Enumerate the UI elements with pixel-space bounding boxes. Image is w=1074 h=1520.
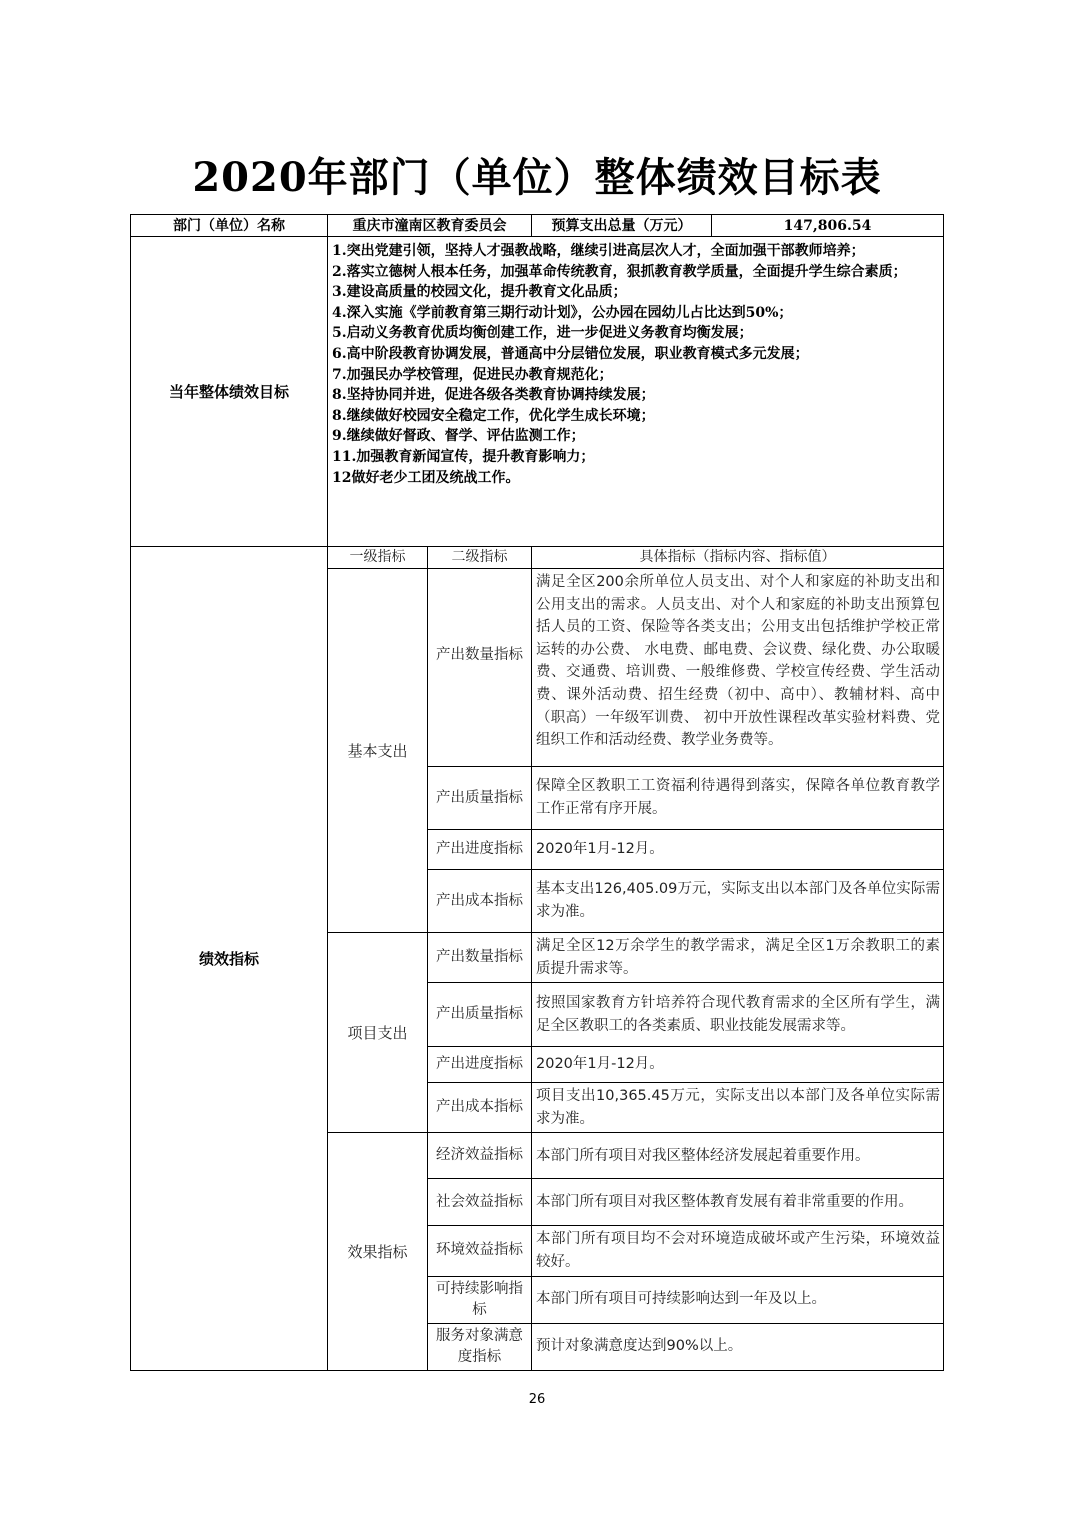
goal-item: 2.落实立德树人根本任务，加强革命传统教育，狠抓教育教学质量，全面提升学生综合素质； <box>332 263 907 280</box>
level1-project-expenditure: 项目支出 <box>328 933 428 1133</box>
level1-effect-indicators: 效果指标 <box>328 1133 428 1370</box>
spec-cell: 保障全区教职工工资福利待遇得到落实，保障各单位教育教学工作正常有序开展。 <box>532 767 944 830</box>
dept-name-value: 重庆市潼南区教育委员会 <box>328 215 532 237</box>
level1-basic-expenditure: 基本支出 <box>328 569 428 933</box>
budget-total-value: 147,806.54 <box>712 215 944 237</box>
annual-goals-label: 当年整体绩效目标 <box>131 237 328 547</box>
level2-cell: 社会效益指标 <box>428 1179 532 1226</box>
goal-item: 8.坚持协同并进，促进各级各类教育协调持续发展； <box>332 387 655 404</box>
level2-cell: 产出数量指标 <box>428 569 532 767</box>
page-number: 26 <box>528 1392 546 1407</box>
performance-target-table <box>130 214 944 1371</box>
level2-cell: 产出质量指标 <box>428 767 532 830</box>
level1-column-header: 一级指标 <box>328 547 428 569</box>
goal-item: 12做好老少工团及统战工作。 <box>332 469 520 486</box>
performance-indicators-label: 绩效指标 <box>131 547 328 1371</box>
spec-cell: 本部门所有项目对我区整体教育发展有着非常重要的作用。 <box>532 1179 944 1226</box>
spec-cell: 满足全区12万余学生的教学需求，满足全区1万余教职工的素质提升需求等。 <box>532 933 944 983</box>
level2-column-header: 二级指标 <box>428 547 532 569</box>
level2-cell: 产出成本指标 <box>428 1083 532 1133</box>
level2-cell: 产出质量指标 <box>428 983 532 1047</box>
goal-item: 1.突出党建引领，坚持人才强教战略，继续引进高层次人才，全面加强干部教师培养； <box>332 243 865 259</box>
spec-cell: 2020年1月-12月。 <box>532 830 944 870</box>
budget-total-label: 预算支出总量（万元） <box>532 215 712 237</box>
goals-row <box>131 237 944 547</box>
spec-cell: 2020年1月-12月。 <box>532 1047 944 1083</box>
level2-cell: 环境效益指标 <box>428 1226 532 1276</box>
goal-item: 11.加强教育新闻宣传，提升教育影响力； <box>332 448 595 465</box>
page-title: 2020年部门（单位）整体绩效目标表 <box>192 154 882 201</box>
goal-item: 3.建设高质量的校园文化，提升教育文化品质； <box>332 284 627 301</box>
annual-goals-list <box>328 237 944 547</box>
spec-cell: 本部门所有项目均不会对环境造成破坏或产生污染，环境效益较好。 <box>532 1226 944 1276</box>
level2-cell: 产出数量指标 <box>428 933 532 983</box>
level2-cell: 产出进度指标 <box>428 830 532 870</box>
level2-cell: 产出进度指标 <box>428 1047 532 1083</box>
spec-column-header: 具体指标（指标内容、指标值） <box>532 547 944 569</box>
header-row <box>131 215 944 237</box>
goal-item: 9.继续做好督政、督学、评估监测工作； <box>332 428 585 445</box>
goal-item: 4.深入实施《学前教育第三期行动计划》，公办园在园幼儿占比达到50%； <box>332 304 793 321</box>
spec-cell: 预计对象满意度达到90%以上。 <box>532 1323 944 1370</box>
spec-cell: 按照国家教育方针培养符合现代教育需求的全区所有学生，满足全区教职工的各类素质、职业技能发展需求等。 <box>532 983 944 1047</box>
level2-cell: 服务对象满意度指标 <box>428 1323 532 1370</box>
goal-item: 6.高中阶段教育协调发展，普通高中分层错位发展，职业教育模式多元发展； <box>332 345 809 362</box>
level2-cell: 经济效益指标 <box>428 1133 532 1179</box>
spec-cell: 满足全区200余所单位人员支出、对个人和家庭的补助支出和公用支出的需求。人员支出、对个人和家庭的补助支出预算包括人员的工资、保险等各类支出；公用支出包括维护学校正常运转的办公费、 水电费、邮电费、会议费、绿化费、办公取暖费、交通费、培训费、一般维修费、学校宣传经费、学生活动费、课外活动费、招生经费（初中、高中）、教辅材料、高中（职高）一年级军训费、 初中开放性课程改革实验材料费、党组织工作和活动经费、教学业务费等。 <box>532 569 944 767</box>
spec-cell: 本部门所有项目对我区整体经济发展起着重要作用。 <box>532 1133 944 1179</box>
level2-cell: 可持续影响指标 <box>428 1276 532 1323</box>
goal-item: 8.继续做好校园安全稳定工作，优化学生成长环境； <box>332 407 655 424</box>
indicator-header-row <box>131 547 944 569</box>
spec-cell: 项目支出10,365.45万元，实际支出以本部门及各单位实际需求为准。 <box>532 1083 944 1133</box>
spec-cell: 本部门所有项目可持续影响达到一年及以上。 <box>532 1276 944 1323</box>
goal-item: 7.加强民办学校管理，促进民办教育规范化； <box>332 366 613 383</box>
level2-cell: 产出成本指标 <box>428 870 532 933</box>
dept-name-label: 部门（单位）名称 <box>131 215 328 237</box>
spec-cell: 基本支出126,405.09万元，实际支出以本部门及各单位实际需求为准。 <box>532 870 944 933</box>
goal-item: 5.启动义务教育优质均衡创建工作，进一步促进义务教育均衡发展； <box>332 325 753 342</box>
